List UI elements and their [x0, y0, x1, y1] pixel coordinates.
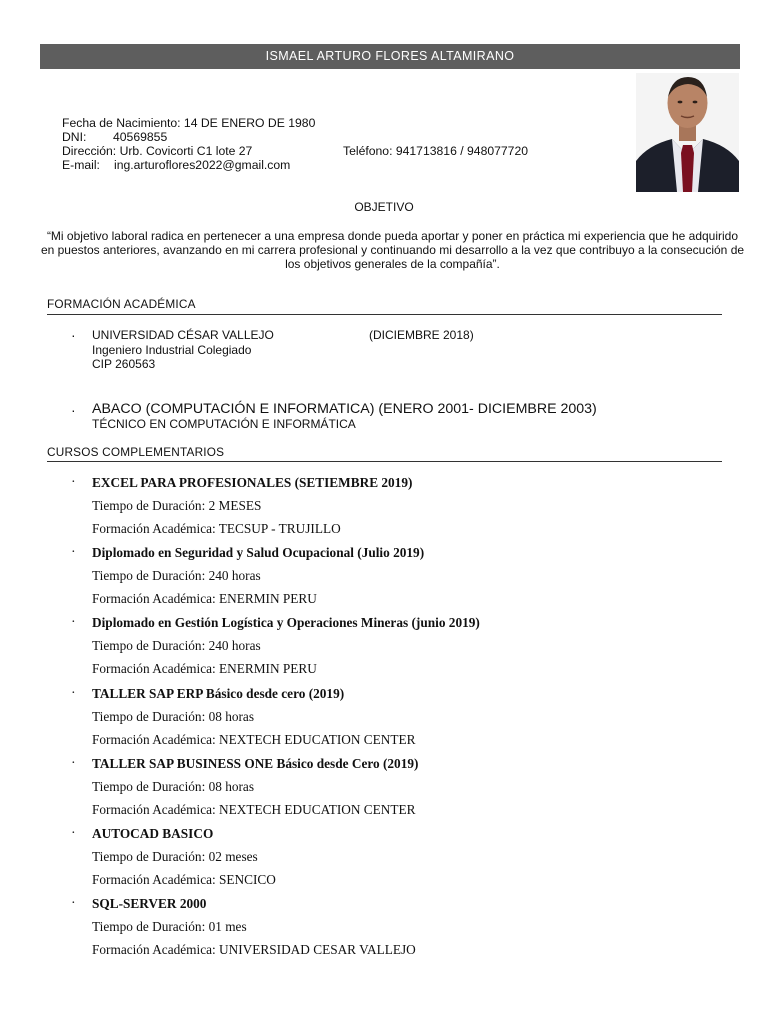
address: Dirección: Urb. Covicorti C1 lote 27: [62, 144, 253, 158]
course-bullet: ·: [71, 826, 76, 841]
course-title: TALLER SAP BUSINESS ONE Básico desde Cero (2019): [92, 755, 419, 771]
email-value: ing.arturoflores2022@gmail.com: [114, 158, 291, 172]
course-duration: Tiempo de Duración: 08 horas: [92, 778, 255, 794]
course-duration: Tiempo de Duración: 08 horas: [92, 708, 255, 724]
course-bullet: ·: [71, 545, 76, 561]
education-bullet: ·: [71, 327, 76, 343]
education-item-degree: TÉCNICO EN COMPUTACIÓN E INFORMÁTICA: [92, 417, 356, 431]
course-institution: Formación Académica: TECSUP - TRUJILLO: [92, 521, 341, 536]
course-title: EXCEL PARA PROFESIONALES (SETIEMBRE 2019): [92, 475, 413, 490]
education-bullet: ·: [71, 402, 76, 418]
education-item-name: UNIVERSIDAD CÉSAR VALLEJO: [92, 328, 274, 342]
course-duration: Tiempo de Duración: 01 mes: [92, 919, 247, 935]
phone: Teléfono: 941713816 / 948077720: [343, 144, 529, 158]
course-institution: Formación Académica: UNIVERSIDAD CESAR VALLEJO: [92, 942, 416, 958]
course-title: AUTOCAD BASICO: [92, 826, 214, 841]
course-bullet: ·: [71, 685, 76, 701]
education-item-license: CIP 260563: [92, 357, 156, 371]
profile-photo: [636, 73, 739, 192]
education-item-name: ABACO (COMPUTACIÓN E INFORMATICA) (ENERO 2001- DICIEMBRE 2003): [92, 401, 597, 417]
education-divider: [47, 314, 722, 315]
course-bullet: ·: [71, 615, 76, 631]
course-bullet: ·: [71, 896, 76, 912]
course-title: SQL-SERVER 2000: [92, 896, 207, 912]
course-duration: Tiempo de Duración: 2 MESES: [92, 498, 262, 513]
objective-text: “Mi objetivo laboral radica en pertenecer a una empresa donde pueda aportar y poner en práctica mi experiencia que he adquirido en puestos anteriores, avanzando en mi carrera profesional y continuando mi desarrollo a la vez que contribuyo a la consecución de los objetivos generales de la compañía”.: [40, 229, 745, 271]
course-bullet: ·: [71, 475, 76, 490]
course-title: TALLER SAP ERP Básico desde cero (2019): [92, 685, 345, 701]
birth-date: Fecha de Nacimiento: 14 DE ENERO DE 1980: [62, 116, 316, 130]
course-bullet: ·: [71, 755, 76, 771]
course-institution: Formación Académica: SENCICO: [92, 872, 276, 887]
courses-section-title: CURSOS COMPLEMENTARIOS: [47, 445, 225, 459]
courses-divider: [47, 461, 722, 462]
name-header: ISMAEL ARTURO FLORES ALTAMIRANO: [40, 44, 740, 69]
education-item-date: (DICIEMBRE 2018): [369, 328, 474, 342]
course-institution: Formación Académica: NEXTECH EDUCATION CENTER: [92, 731, 416, 747]
course-duration: Tiempo de Duración: 240 horas: [92, 638, 261, 654]
objective-title: OBJETIVO: [354, 200, 414, 214]
person-portrait-icon: [636, 73, 739, 192]
course-institution: Formación Académica: ENERMIN PERU: [92, 661, 317, 677]
course-title: Diplomado en Seguridad y Salud Ocupacional (Julio 2019): [92, 545, 425, 561]
dni-label: DNI:: [62, 130, 87, 144]
course-title: Diplomado en Gestión Logística y Operaciones Mineras (junio 2019): [92, 615, 480, 631]
course-duration: Tiempo de Duración: 02 meses: [92, 849, 258, 864]
course-institution: Formación Académica: NEXTECH EDUCATION CENTER: [92, 801, 416, 817]
dni-value: 40569855: [113, 130, 168, 144]
education-item-degree: Ingeniero Industrial Colegiado: [92, 343, 252, 357]
education-section-title: FORMACIÓN ACADÉMICA: [47, 297, 196, 311]
course-institution: Formación Académica: ENERMIN PERU: [92, 591, 317, 607]
course-duration: Tiempo de Duración: 240 horas: [92, 568, 261, 584]
email-label: E-mail:: [62, 158, 100, 172]
